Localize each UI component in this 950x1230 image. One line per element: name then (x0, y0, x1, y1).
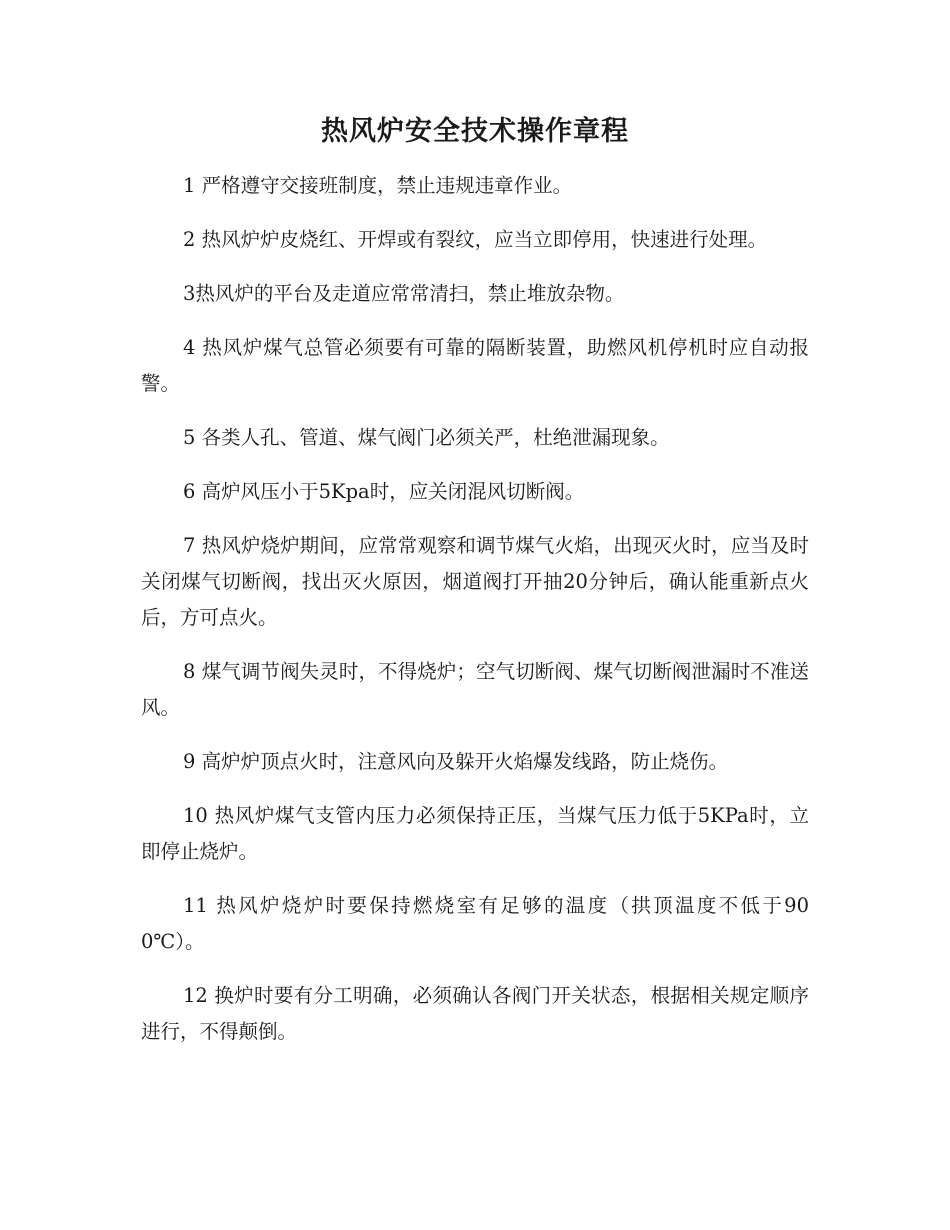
paragraph-10: 10 热风炉煤气支管内压力必须保持正压，当煤气压力低于5KPa时，立即停止烧炉。 (141, 804, 809, 863)
paragraph-12: 12 换炉时要有分工明确，必须确认各阀门开关状态，根据相关规定顺序进行，不得颠倒。 (141, 984, 809, 1043)
paragraph-1: 1 严格遵守交接班制度，禁止违规违章作业。 (183, 174, 573, 197)
paragraph-2: 2 热风炉炉皮烧红、开焊或有裂纹，应当立即停用，快速进行处理。 (183, 228, 768, 251)
paragraph-9: 9 高炉炉顶点火时，注意风向及躲开火焰爆发线路，防止烧伤。 (183, 750, 729, 773)
document-body (141, 168, 809, 1068)
paragraph-5: 5 各类人孔、管道、煤气阀门必须关严，杜绝泄漏现象。 (183, 426, 670, 449)
paragraph-3: 3热风炉的平台及走道应常常清扫，禁止堆放杂物。 (183, 282, 625, 305)
paragraph-6: 6 高炉风压小于5Kpa时，应关闭混风切断阀。 (183, 480, 585, 503)
paragraph-8: 8 煤气调节阀失灵时，不得烧炉；空气切断阀、煤气切断阀泄漏时不准送风。 (141, 660, 809, 719)
paragraph-7: 7 热风炉烧炉期间，应常常观察和调节煤气火焰，出现灭火时，应当及时关闭煤气切断阀，找出灭火原因，烟道阀打开抽20分钟后，确认能重新点火后，方可点火。 (141, 534, 809, 629)
paragraph-4: 4 热风炉煤气总管必须要有可靠的隔断装置，助燃风机停机时应自动报警。 (141, 336, 809, 395)
document-title: 热风炉安全技术操作章程 (321, 116, 629, 147)
paragraph-11: 11 热风炉烧炉时要保持燃烧室有足够的温度（拱顶温度不低于900℃）。 (141, 894, 809, 953)
